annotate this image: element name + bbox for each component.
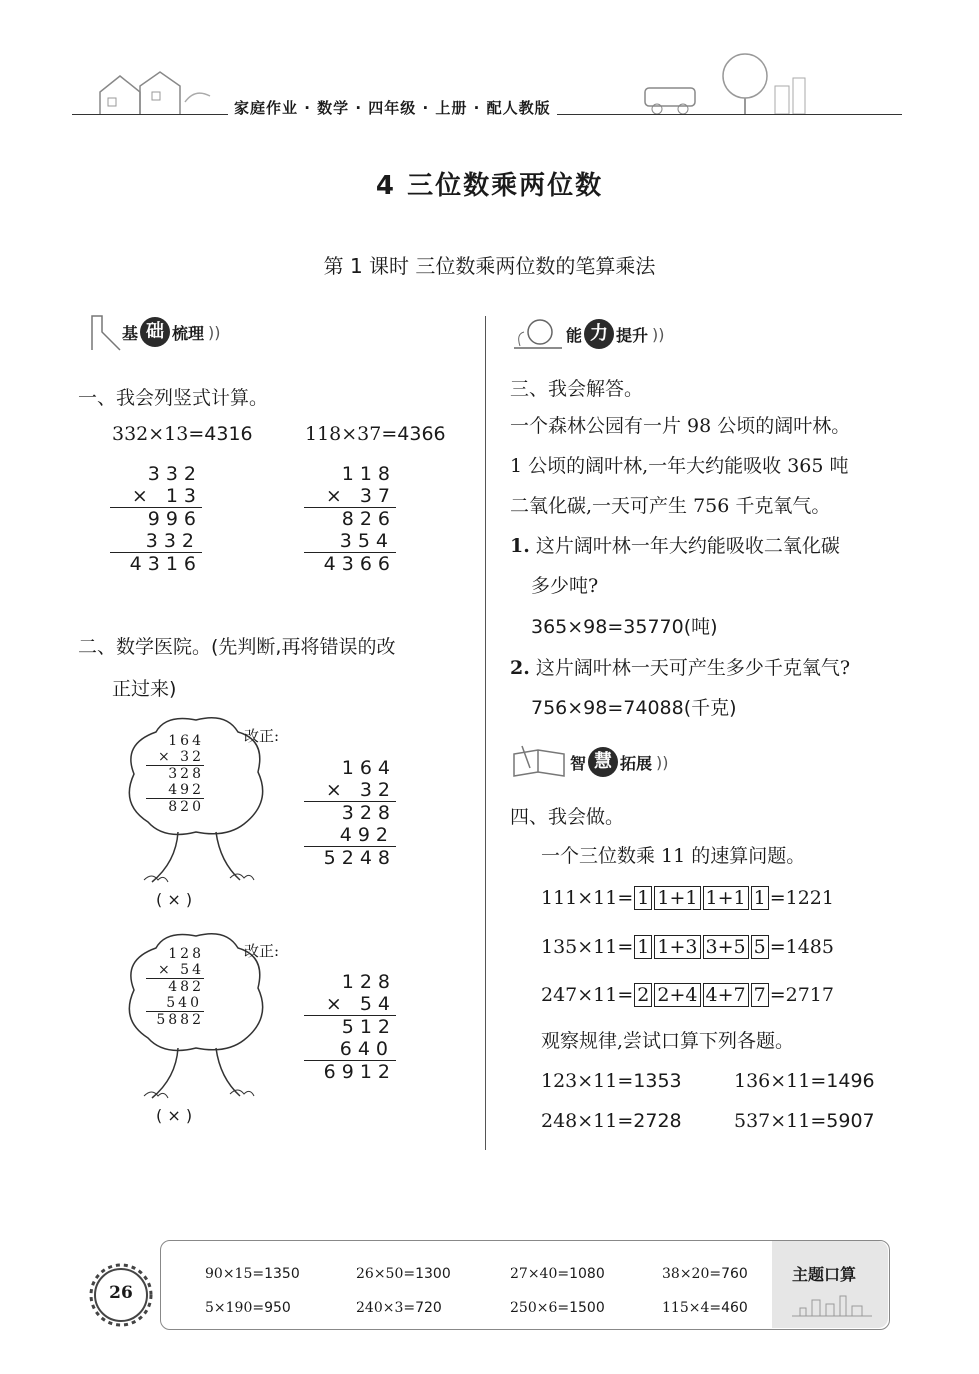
q4-row-3: 247×11= 2 2+4 4+7 7 =2717: [541, 984, 834, 1006]
q1-p2-answer: 4366: [397, 423, 446, 445]
column-divider: [485, 316, 486, 1150]
q4-practice-4: 537×11=5907: [734, 1110, 875, 1132]
badge-wave-icon: )): [656, 752, 669, 772]
badge-text-post: 梳理: [172, 323, 205, 343]
footer-cell-2-2: 240×3=720: [356, 1300, 442, 1316]
chapter-title: 4 三位数乘两位数: [375, 171, 604, 201]
q3-sub1-answer: 365×98=35770(吨): [531, 616, 718, 638]
header-car-tree-illustration: [625, 52, 825, 116]
q4-practice-1: 123×11=1353: [541, 1070, 682, 1092]
lesson-title: 第 1 课时 三位数乘两位数的笔算乘法: [323, 254, 656, 278]
city-skyline-icon: [792, 1290, 872, 1318]
badge-circle-text: 础: [140, 317, 170, 347]
section-badge-wisdom: [508, 742, 669, 782]
q1-p2-expression: 118×37=4366: [305, 423, 446, 445]
badge-circle-text: 慧: [588, 747, 618, 777]
footer-cell-1-4: 38×20=760: [662, 1266, 748, 1282]
tree2-judge: ( × ): [156, 1106, 193, 1125]
footer-cell-1-1: 90×15=1350: [205, 1266, 300, 1282]
badge-wave-icon: )): [652, 324, 665, 344]
badge-circle-text: 力: [584, 319, 614, 349]
q4-heading: 四、我会做。: [510, 806, 625, 828]
badge-text-pre: 智: [570, 753, 587, 773]
tree1-correction-label: 改正:: [244, 727, 280, 745]
q3-text2: 1 公顷的阔叶林,一年大约能吸收 365 吨: [510, 455, 849, 477]
q1-heading: 一、我会列竖式计算。: [78, 387, 269, 409]
book-pencil-icon: [508, 742, 570, 782]
tree1-fix-calc: 164 × 32 328 492 5248: [304, 757, 396, 869]
badge-text-pre: 基: [122, 323, 139, 343]
badge-text-post: 提升: [616, 325, 649, 345]
q4-intro: 一个三位数乘 11 的速算问题。: [541, 845, 806, 867]
q3-text3: 二氧化碳,一天可产生 756 千克氧气。: [510, 495, 831, 517]
q1-p1-answer: 4316: [204, 423, 253, 445]
q4-row-2: 135×11= 1 1+3 3+5 5 =1485: [541, 936, 834, 958]
q4-row-1: 111×11= 1 1+1 1+1 1 =1221: [541, 887, 834, 909]
header-title: 家庭作业 · 数学 · 四年级 · 上册 · 配人教版: [228, 97, 557, 118]
footer-cell-2-4: 115×4=460: [662, 1300, 748, 1316]
slide-icon: [88, 312, 122, 352]
section-badge-ability: [510, 316, 665, 352]
tree1-calc: 164 × 32 328 492 820: [146, 733, 204, 815]
badge-text-pre: 能: [566, 325, 583, 345]
q4-practice-2: 136×11=1496: [734, 1070, 875, 1092]
q3-sub2: 2. 这片阔叶林一天可产生多少千克氧气?: [510, 657, 851, 679]
section-badge-basic: [88, 312, 221, 352]
q1-p2-vertical-calc: 118 × 37 826 354 4366: [304, 463, 396, 575]
q1-p1-expression: 332×13=4316: [112, 423, 253, 445]
q3-sub1-line2: 多少吨?: [531, 575, 599, 597]
q4-observe: 观察规律,尝试口算下列各题。: [541, 1030, 795, 1052]
tree2-calc: 128 × 54 482 540 5882: [146, 946, 204, 1028]
badge-text-post: 拓展: [620, 753, 653, 773]
footer-label: 主题口算: [792, 1265, 857, 1284]
tree1-judge: ( × ): [156, 890, 193, 909]
footer-cell-2-3: 250×6=1500: [510, 1300, 605, 1316]
q2-heading-line2: 正过来): [112, 678, 177, 700]
tree2-correction-label: 改正:: [244, 942, 280, 960]
q3-sub2-answer: 756×98=74088(千克): [531, 697, 737, 719]
q4-practice-3: 248×11=2728: [541, 1110, 682, 1132]
snail-icon: [510, 316, 566, 352]
footer-cell-1-3: 27×40=1080: [510, 1266, 605, 1282]
header-house-illustration: [90, 62, 220, 116]
page-number: 26: [109, 1283, 133, 1303]
q1-p1-vertical-calc: 332 × 13 996 332 4316: [110, 463, 202, 575]
footer-cell-1-2: 26×50=1300: [356, 1266, 451, 1282]
footer-cell-2-1: 5×190=950: [205, 1300, 291, 1316]
tree2-fix-calc: 128 × 54 512 640 6912: [304, 971, 396, 1083]
q3-heading: 三、我会解答。: [510, 378, 644, 400]
q2-heading-line1: 二、数学医院。(先判断,再将错误的改: [78, 636, 396, 658]
badge-wave-icon: )): [208, 322, 221, 342]
q3-sub1: 1. 这片阔叶林一年大约能吸收二氧化碳: [510, 535, 840, 557]
q3-text1: 一个森林公园有一片 98 公顷的阔叶林。: [510, 415, 851, 437]
